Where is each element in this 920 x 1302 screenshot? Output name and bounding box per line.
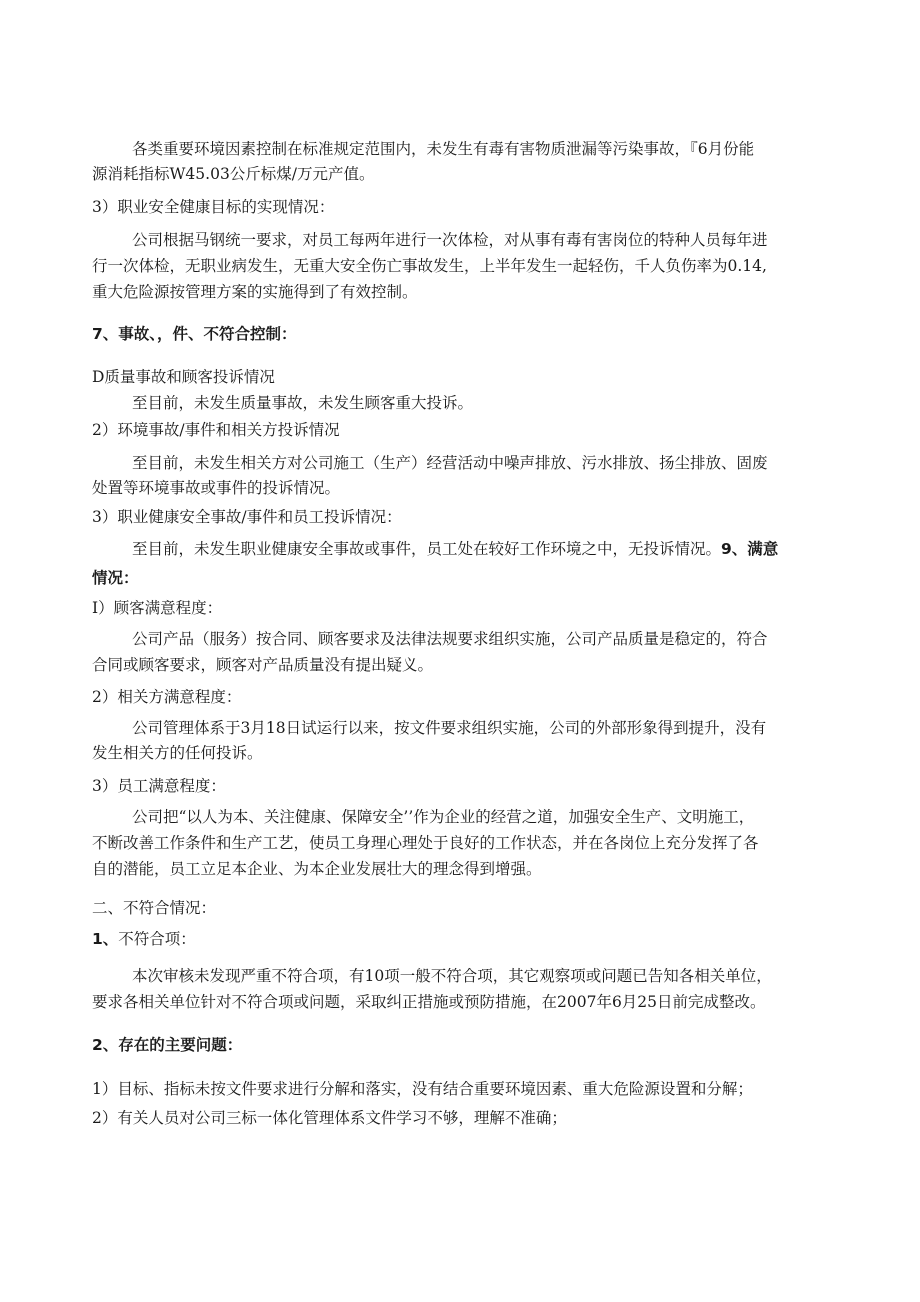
env-accident-paragraph-line-1: 至目前，未发生相关方对公司施工（生产）经营活动中噪声排放、污水排放、扬尘排放、固废 — [132, 454, 768, 472]
nonconformity-item-title: 不符合项： — [118, 930, 196, 948]
ohs-accident-heading: 3）职业健康安全事故/事件和员工投诉情况： — [92, 508, 402, 526]
main-problems-heading: 2、存在的主要问题： — [92, 1036, 243, 1054]
nonconformity-item-number: 1、 — [92, 930, 119, 948]
quality-accident-paragraph: 至目前，未发生质量事故，未发生顾客重大投诉。 — [132, 394, 474, 412]
section-7-heading: 7、事故、，件、不符合控制： — [92, 325, 297, 343]
nonconformity-paragraph-line-1: 本次审核未发现严重不符合项，有10项一般不符合项，其它观察项或问题已告知各相关单位， — [132, 967, 772, 985]
quality-accident-heading: D质量事故和顾客投诉情况 — [92, 368, 275, 386]
nonconformity-section-heading: 二、不符合情况： — [92, 899, 217, 917]
env-accident-heading: 2）环境事故/事件和相关方投诉情况 — [92, 421, 340, 439]
env-paragraph-line-1: 各类重要环境因素控制在标准规定范围内，未发生有毒有害物质泄漏等污染事故，『6月份能 — [132, 140, 755, 158]
customer-satisfaction-line-1: 公司产品（服务）按合同、顾客要求及法律法规要求组织实施，公司产品质量是稳定的，符合 — [132, 630, 768, 648]
problem-item-1: 1）目标、指标未按文件要求进行分解和落实，没有结合重要环境因素、重大危险源设置和分解； — [92, 1080, 753, 1098]
stakeholder-satisfaction-line-1: 公司管理体系于3月18日试运行以来，按文件要求组织实施，公司的外部形象得到提升，没有 — [132, 719, 767, 737]
nonconformity-paragraph-line-2: 要求各相关单位针对不符合项或问题，采取纠正措施或预防措施，在2007年6月25日前完成整改。 — [92, 993, 766, 1011]
ohs-accident-paragraph-text: 至目前，未发生职业健康安全事故或事件，员工处在较好工作环境之中，无投诉情况。 — [132, 540, 722, 558]
env-paragraph-line-2: 源消耗指标W45.03公斤标煤/万元产值。 — [92, 165, 375, 183]
stakeholder-satisfaction-line-2: 发生相关方的任何投诉。 — [92, 744, 263, 762]
nonconformity-item-heading — [92, 928, 196, 950]
env-accident-paragraph-line-2: 处置等环境事故或事件的投诉情况。 — [92, 479, 341, 497]
employee-satisfaction-line-1: 公司把“以人为本、关注健康、保障安全’’作为企业的经营之道，加强安全生产、文明施工， — [132, 808, 755, 826]
ohs-paragraph-line-2: 行一次体检，无职业病发生，无重大安全伤亡事故发生，上半年发生一起轻伤，千人负伤率为0.14, — [92, 257, 767, 275]
customer-satisfaction-heading: I）顾客满意程度： — [92, 599, 223, 617]
customer-satisfaction-line-2: 合同或顾客要求，顾客对产品质量没有提出疑义。 — [92, 656, 434, 674]
ohs-paragraph-line-3: 重大危险源按管理方案的实施得到了有效控制。 — [92, 283, 418, 301]
ohs-accident-paragraph-line-1 — [132, 538, 778, 560]
section-9-heading-start: 9、满意 — [721, 540, 779, 558]
stakeholder-satisfaction-heading: 2）相关方满意程度： — [92, 688, 242, 706]
employee-satisfaction-line-2: 不断改善工作条件和生产工艺，使员工身理心理处于良好的工作状态，并在各岗位上充分发挥了各 — [92, 834, 759, 852]
problem-item-2: 2）有关人员对公司三标一体化管理体系文件学习不够，理解不准确； — [92, 1109, 567, 1127]
ohs-goal-heading: 3）职业安全健康目标的实现情况： — [92, 198, 335, 216]
employee-satisfaction-line-3: 自的潜能，员工立足本企业、为本企业发展壮大的理念得到增强。 — [92, 860, 542, 878]
employee-satisfaction-heading: 3）员工满意程度： — [92, 777, 226, 795]
section-9-heading-end: 情况： — [92, 569, 139, 587]
ohs-paragraph-line-1: 公司根据马钢统一要求，对员工每两年进行一次体检，对从事有毒有害岗位的特种人员每年进 — [132, 231, 768, 249]
